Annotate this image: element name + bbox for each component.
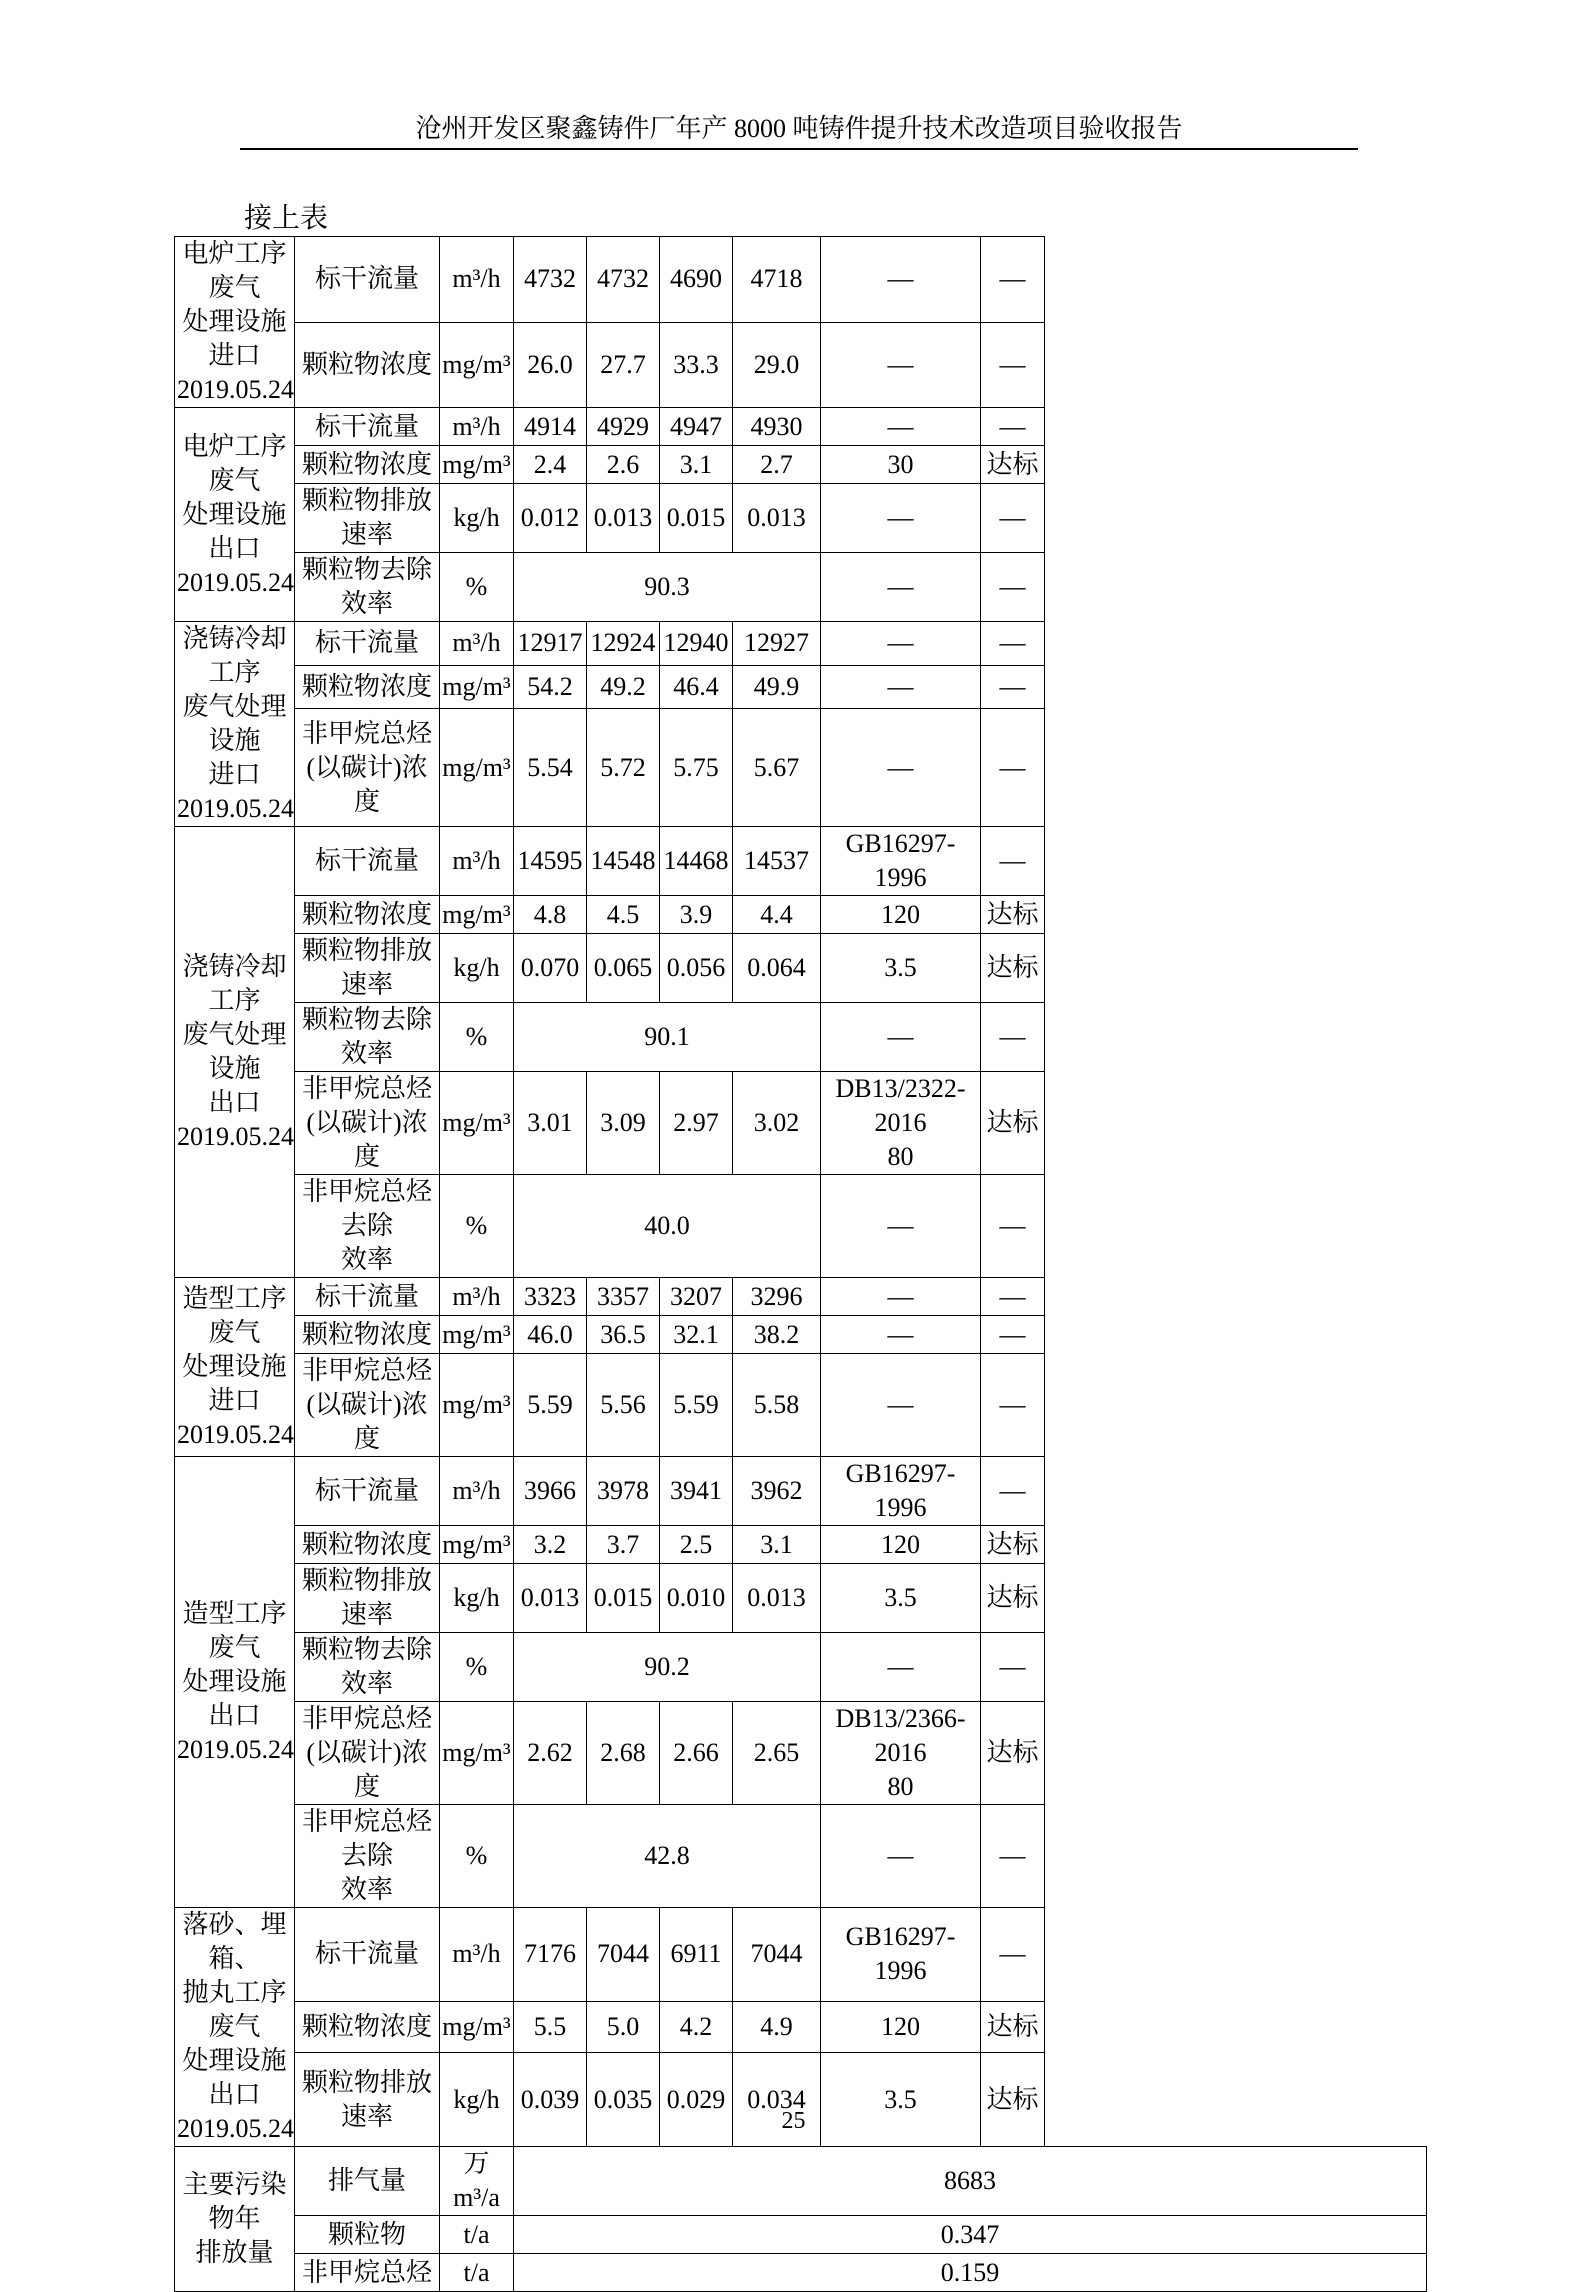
average-value-cell: 2.7: [733, 446, 821, 484]
parameter-cell: 非甲烷总烃 (以碳计)浓度: [295, 1702, 440, 1805]
standard-limit-cell: 30: [821, 446, 981, 484]
parameter-cell: 颗粒物浓度: [295, 446, 440, 484]
standard-limit-cell: 120: [821, 2001, 981, 2053]
measurement-1-cell: 2.62: [514, 1702, 587, 1805]
table-row: [175, 1316, 1427, 1354]
table-row: [175, 1175, 1427, 1278]
table-row: [175, 2001, 1427, 2053]
average-value-cell: 38.2: [733, 1316, 821, 1354]
unit-cell: mg/m³: [440, 1316, 514, 1354]
average-value-cell: 14537: [733, 827, 821, 896]
table-row: [175, 1278, 1427, 1316]
standard-limit-cell: —: [821, 237, 981, 323]
efficiency-value-cell: 90.2: [514, 1633, 821, 1702]
measurement-1-cell: 54.2: [514, 665, 587, 709]
unit-cell: %: [440, 1805, 514, 1908]
unit-cell: mg/m³: [440, 709, 514, 827]
table-row: [175, 2216, 1427, 2254]
compliance-result-cell: 达标: [981, 1072, 1045, 1175]
measurement-1-cell: 0.013: [514, 1564, 587, 1633]
sampling-location-cell: 主要污染物年 排放量: [175, 2147, 295, 2292]
measurement-1-cell: 5.5: [514, 2001, 587, 2053]
measurement-1-cell: 14595: [514, 827, 587, 896]
standard-limit-cell: 3.5: [821, 1564, 981, 1633]
average-value-cell: 5.58: [733, 1354, 821, 1457]
measurement-3-cell: 14468: [660, 827, 733, 896]
standard-limit-cell: —: [821, 1633, 981, 1702]
parameter-cell: 标干流量: [295, 827, 440, 896]
parameter-cell: 颗粒物排放速率: [295, 2053, 440, 2147]
measurement-1-cell: 4.8: [514, 896, 587, 934]
average-value-cell: 4718: [733, 237, 821, 323]
compliance-result-cell: —: [981, 827, 1045, 896]
sampling-location-cell: 造型工序废气 处理设施出口 2019.05.24: [175, 1457, 295, 1908]
sampling-location-cell: 电炉工序废气 处理设施出口 2019.05.24: [175, 408, 295, 622]
measurement-1-cell: 2.4: [514, 446, 587, 484]
unit-cell: mg/m³: [440, 1702, 514, 1805]
parameter-cell: 颗粒物排放速率: [295, 1564, 440, 1633]
unit-cell: kg/h: [440, 484, 514, 553]
compliance-result-cell: —: [981, 553, 1045, 622]
compliance-result-cell: 达标: [981, 2053, 1045, 2147]
compliance-result-cell: —: [981, 1908, 1045, 2002]
compliance-result-cell: —: [981, 484, 1045, 553]
compliance-result-cell: —: [981, 665, 1045, 709]
unit-cell: kg/h: [440, 1564, 514, 1633]
unit-cell: m³/h: [440, 1457, 514, 1526]
average-value-cell: 5.67: [733, 709, 821, 827]
standard-limit-cell: —: [821, 484, 981, 553]
measurement-2-cell: 49.2: [587, 665, 660, 709]
table-row: [175, 484, 1427, 553]
measurement-1-cell: 0.039: [514, 2053, 587, 2147]
table-row: [175, 1702, 1427, 1805]
parameter-cell: 颗粒物浓度: [295, 2001, 440, 2053]
unit-cell: %: [440, 1003, 514, 1072]
table-row: [175, 1564, 1427, 1633]
table-row: [175, 896, 1427, 934]
compliance-result-cell: —: [981, 237, 1045, 323]
measurement-1-cell: 7176: [514, 1908, 587, 2002]
table-row: [175, 1457, 1427, 1526]
table-row: [175, 1003, 1427, 1072]
parameter-cell: 颗粒物: [295, 2216, 440, 2254]
measurement-2-cell: 12924: [587, 622, 660, 666]
compliance-result-cell: —: [981, 1633, 1045, 1702]
standard-limit-cell: GB16297-1996: [821, 827, 981, 896]
measurement-1-cell: 0.012: [514, 484, 587, 553]
measurement-2-cell: 3.09: [587, 1072, 660, 1175]
measurement-2-cell: 0.015: [587, 1564, 660, 1633]
parameter-cell: 排气量: [295, 2147, 440, 2216]
parameter-cell: 颗粒物排放速率: [295, 484, 440, 553]
unit-cell: mg/m³: [440, 896, 514, 934]
standard-limit-cell: —: [821, 322, 981, 408]
unit-cell: mg/m³: [440, 2001, 514, 2053]
annual-total-cell: 0.347: [514, 2216, 1427, 2254]
compliance-result-cell: 达标: [981, 1702, 1045, 1805]
measurement-1-cell: 3323: [514, 1278, 587, 1316]
measurement-2-cell: 3357: [587, 1278, 660, 1316]
standard-limit-cell: —: [821, 665, 981, 709]
average-value-cell: 0.034: [733, 2053, 821, 2147]
table-row: [175, 709, 1427, 827]
unit-cell: %: [440, 1175, 514, 1278]
measurement-3-cell: 2.5: [660, 1526, 733, 1564]
measurement-1-cell: 26.0: [514, 322, 587, 408]
page-header-title: 沧州开发区聚鑫铸件厂年产 8000 吨铸件提升技术改造项目验收报告: [415, 114, 1183, 143]
table-row: [175, 1072, 1427, 1175]
standard-limit-cell: DB13/2366-2016 80: [821, 1702, 981, 1805]
measurement-2-cell: 4732: [587, 237, 660, 323]
average-value-cell: 4930: [733, 408, 821, 446]
measurement-1-cell: 46.0: [514, 1316, 587, 1354]
measurement-3-cell: 3.1: [660, 446, 733, 484]
table-row: [175, 827, 1427, 896]
unit-cell: mg/m³: [440, 1354, 514, 1457]
measurement-1-cell: 12917: [514, 622, 587, 666]
average-value-cell: 0.064: [733, 934, 821, 1003]
compliance-result-cell: —: [981, 408, 1045, 446]
compliance-result-cell: —: [981, 709, 1045, 827]
measurement-3-cell: 5.75: [660, 709, 733, 827]
standard-limit-cell: 120: [821, 1526, 981, 1564]
table-row: [175, 2254, 1427, 2292]
measurement-1-cell: 3.01: [514, 1072, 587, 1175]
measurement-1-cell: 0.070: [514, 934, 587, 1003]
table-row: [175, 1908, 1427, 2002]
measurement-3-cell: 2.66: [660, 1702, 733, 1805]
measurement-2-cell: 0.065: [587, 934, 660, 1003]
sampling-location-cell: 电炉工序废气 处理设施进口 2019.05.24: [175, 237, 295, 408]
table-row: [175, 2147, 1427, 2216]
average-value-cell: 0.013: [733, 1564, 821, 1633]
parameter-cell: 非甲烷总烃去除 效率: [295, 1805, 440, 1908]
measurement-2-cell: 0.035: [587, 2053, 660, 2147]
average-value-cell: 2.65: [733, 1702, 821, 1805]
measurement-2-cell: 3.7: [587, 1526, 660, 1564]
unit-cell: mg/m³: [440, 1072, 514, 1175]
efficiency-value-cell: 90.3: [514, 553, 821, 622]
parameter-cell: 标干流量: [295, 1278, 440, 1316]
parameter-cell: 标干流量: [295, 622, 440, 666]
compliance-result-cell: —: [981, 622, 1045, 666]
average-value-cell: 29.0: [733, 322, 821, 408]
measurement-2-cell: 2.68: [587, 1702, 660, 1805]
unit-cell: kg/h: [440, 2053, 514, 2147]
measurement-3-cell: 3.9: [660, 896, 733, 934]
standard-limit-cell: 3.5: [821, 2053, 981, 2147]
unit-cell: m³/h: [440, 408, 514, 446]
measurement-3-cell: 2.97: [660, 1072, 733, 1175]
parameter-cell: 标干流量: [295, 1457, 440, 1526]
measurement-3-cell: 4.2: [660, 2001, 733, 2053]
average-value-cell: 3962: [733, 1457, 821, 1526]
measurement-2-cell: 27.7: [587, 322, 660, 408]
unit-cell: mg/m³: [440, 665, 514, 709]
measurement-3-cell: 4690: [660, 237, 733, 323]
table-row: [175, 553, 1427, 622]
parameter-cell: 非甲烷总烃 (以碳计)浓度: [295, 1354, 440, 1457]
measurement-3-cell: 3941: [660, 1457, 733, 1526]
average-value-cell: 3.1: [733, 1526, 821, 1564]
measurement-1-cell: 3966: [514, 1457, 587, 1526]
table-row: [175, 1633, 1427, 1702]
unit-cell: m³/h: [440, 237, 514, 323]
measurement-1-cell: 5.59: [514, 1354, 587, 1457]
measurement-3-cell: 0.056: [660, 934, 733, 1003]
parameter-cell: 颗粒物去除效率: [295, 553, 440, 622]
measurement-2-cell: 14548: [587, 827, 660, 896]
measurement-3-cell: 5.59: [660, 1354, 733, 1457]
emission-monitoring-table: [174, 236, 1427, 2292]
unit-cell: m³/h: [440, 1908, 514, 2002]
unit-cell: 万 m³/a: [440, 2147, 514, 2216]
compliance-result-cell: —: [981, 1278, 1045, 1316]
average-value-cell: 49.9: [733, 665, 821, 709]
table-row: [175, 1805, 1427, 1908]
measurement-3-cell: 32.1: [660, 1316, 733, 1354]
measurement-3-cell: 3207: [660, 1278, 733, 1316]
measurement-2-cell: 7044: [587, 1908, 660, 2002]
unit-cell: %: [440, 1633, 514, 1702]
compliance-result-cell: 达标: [981, 896, 1045, 934]
average-value-cell: 3.02: [733, 1072, 821, 1175]
standard-limit-cell: —: [821, 709, 981, 827]
measurement-1-cell: 5.54: [514, 709, 587, 827]
measurement-3-cell: 0.015: [660, 484, 733, 553]
measurement-1-cell: 3.2: [514, 1526, 587, 1564]
standard-limit-cell: —: [821, 553, 981, 622]
table-row: [175, 408, 1427, 446]
standard-limit-cell: DB13/2322-2016 80: [821, 1072, 981, 1175]
efficiency-value-cell: 42.8: [514, 1805, 821, 1908]
parameter-cell: 标干流量: [295, 408, 440, 446]
standard-limit-cell: —: [821, 408, 981, 446]
compliance-result-cell: 达标: [981, 1564, 1045, 1633]
table-row: [175, 622, 1427, 666]
unit-cell: mg/m³: [440, 1526, 514, 1564]
parameter-cell: 非甲烷总烃: [295, 2254, 440, 2292]
compliance-result-cell: —: [981, 1805, 1045, 1908]
parameter-cell: 颗粒物浓度: [295, 665, 440, 709]
measurement-2-cell: 0.013: [587, 484, 660, 553]
header-divider: [240, 148, 1358, 150]
compliance-result-cell: —: [981, 1003, 1045, 1072]
measurement-2-cell: 5.56: [587, 1354, 660, 1457]
sampling-location-cell: 浇铸冷却工序 废气处理设施 出口 2019.05.24: [175, 827, 295, 1278]
unit-cell: mg/m³: [440, 446, 514, 484]
compliance-result-cell: —: [981, 1354, 1045, 1457]
compliance-result-cell: 达标: [981, 2001, 1045, 2053]
unit-cell: m³/h: [440, 827, 514, 896]
annual-total-cell: 0.159: [514, 2254, 1427, 2292]
compliance-result-cell: —: [981, 322, 1045, 408]
measurement-3-cell: 0.010: [660, 1564, 733, 1633]
measurement-1-cell: 4914: [514, 408, 587, 446]
parameter-cell: 颗粒物去除效率: [295, 1633, 440, 1702]
standard-limit-cell: —: [821, 1175, 981, 1278]
parameter-cell: 颗粒物去除效率: [295, 1003, 440, 1072]
measurement-2-cell: 5.0: [587, 2001, 660, 2053]
table-row: [175, 665, 1427, 709]
compliance-result-cell: 达标: [981, 934, 1045, 1003]
standard-limit-cell: —: [821, 1003, 981, 1072]
table-row: [175, 1354, 1427, 1457]
compliance-result-cell: —: [981, 1457, 1045, 1526]
parameter-cell: 非甲烷总烃 (以碳计)浓度: [295, 1072, 440, 1175]
page-number: 25: [781, 2108, 806, 2134]
parameter-cell: 标干流量: [295, 237, 440, 323]
unit-cell: kg/h: [440, 934, 514, 1003]
measurement-3-cell: 33.3: [660, 322, 733, 408]
standard-limit-cell: —: [821, 622, 981, 666]
parameter-cell: 非甲烷总烃去除 效率: [295, 1175, 440, 1278]
measurement-3-cell: 0.029: [660, 2053, 733, 2147]
measurement-3-cell: 46.4: [660, 665, 733, 709]
measurement-2-cell: 36.5: [587, 1316, 660, 1354]
table-row: [175, 322, 1427, 408]
standard-limit-cell: GB16297-1996: [821, 1908, 981, 2002]
parameter-cell: 标干流量: [295, 1908, 440, 2002]
compliance-result-cell: —: [981, 1175, 1045, 1278]
unit-cell: m³/h: [440, 622, 514, 666]
efficiency-value-cell: 90.1: [514, 1003, 821, 1072]
standard-limit-cell: 3.5: [821, 934, 981, 1003]
parameter-cell: 颗粒物排放速率: [295, 934, 440, 1003]
measurement-3-cell: 6911: [660, 1908, 733, 2002]
sampling-location-cell: 落砂、埋箱、 抛丸工序废气 处理设施出口 2019.05.24: [175, 1908, 295, 2147]
measurement-2-cell: 2.6: [587, 446, 660, 484]
parameter-cell: 颗粒物浓度: [295, 322, 440, 408]
compliance-result-cell: 达标: [981, 1526, 1045, 1564]
average-value-cell: 4.9: [733, 2001, 821, 2053]
continued-label: 接上表: [244, 203, 329, 234]
parameter-cell: 颗粒物浓度: [295, 896, 440, 934]
measurement-2-cell: 4.5: [587, 896, 660, 934]
unit-cell: m³/h: [440, 1278, 514, 1316]
standard-limit-cell: —: [821, 1805, 981, 1908]
parameter-cell: 颗粒物浓度: [295, 1526, 440, 1564]
standard-limit-cell: —: [821, 1354, 981, 1457]
measurement-2-cell: 4929: [587, 408, 660, 446]
table-row: [175, 1526, 1427, 1564]
compliance-result-cell: 达标: [981, 446, 1045, 484]
average-value-cell: 3296: [733, 1278, 821, 1316]
measurement-3-cell: 12940: [660, 622, 733, 666]
average-value-cell: 12927: [733, 622, 821, 666]
sampling-location-cell: 浇铸冷却工序 废气处理设施 进口 2019.05.24: [175, 622, 295, 827]
sampling-location-cell: 造型工序废气 处理设施进口 2019.05.24: [175, 1278, 295, 1457]
standard-limit-cell: —: [821, 1316, 981, 1354]
parameter-cell: 非甲烷总烃 (以碳计)浓度: [295, 709, 440, 827]
average-value-cell: 4.4: [733, 896, 821, 934]
efficiency-value-cell: 40.0: [514, 1175, 821, 1278]
parameter-cell: 颗粒物浓度: [295, 1316, 440, 1354]
compliance-result-cell: —: [981, 1316, 1045, 1354]
average-value-cell: 7044: [733, 1908, 821, 2002]
table-row: [175, 446, 1427, 484]
standard-limit-cell: 120: [821, 896, 981, 934]
unit-cell: t/a: [440, 2254, 514, 2292]
measurement-3-cell: 4947: [660, 408, 733, 446]
table-row: [175, 934, 1427, 1003]
unit-cell: mg/m³: [440, 322, 514, 408]
annual-total-cell: 8683: [514, 2147, 1427, 2216]
measurement-1-cell: 4732: [514, 237, 587, 323]
unit-cell: %: [440, 553, 514, 622]
standard-limit-cell: GB16297-1996: [821, 1457, 981, 1526]
measurement-2-cell: 5.72: [587, 709, 660, 827]
standard-limit-cell: —: [821, 1278, 981, 1316]
table-row: [175, 237, 1427, 323]
unit-cell: t/a: [440, 2216, 514, 2254]
measurement-2-cell: 3978: [587, 1457, 660, 1526]
average-value-cell: 0.013: [733, 484, 821, 553]
